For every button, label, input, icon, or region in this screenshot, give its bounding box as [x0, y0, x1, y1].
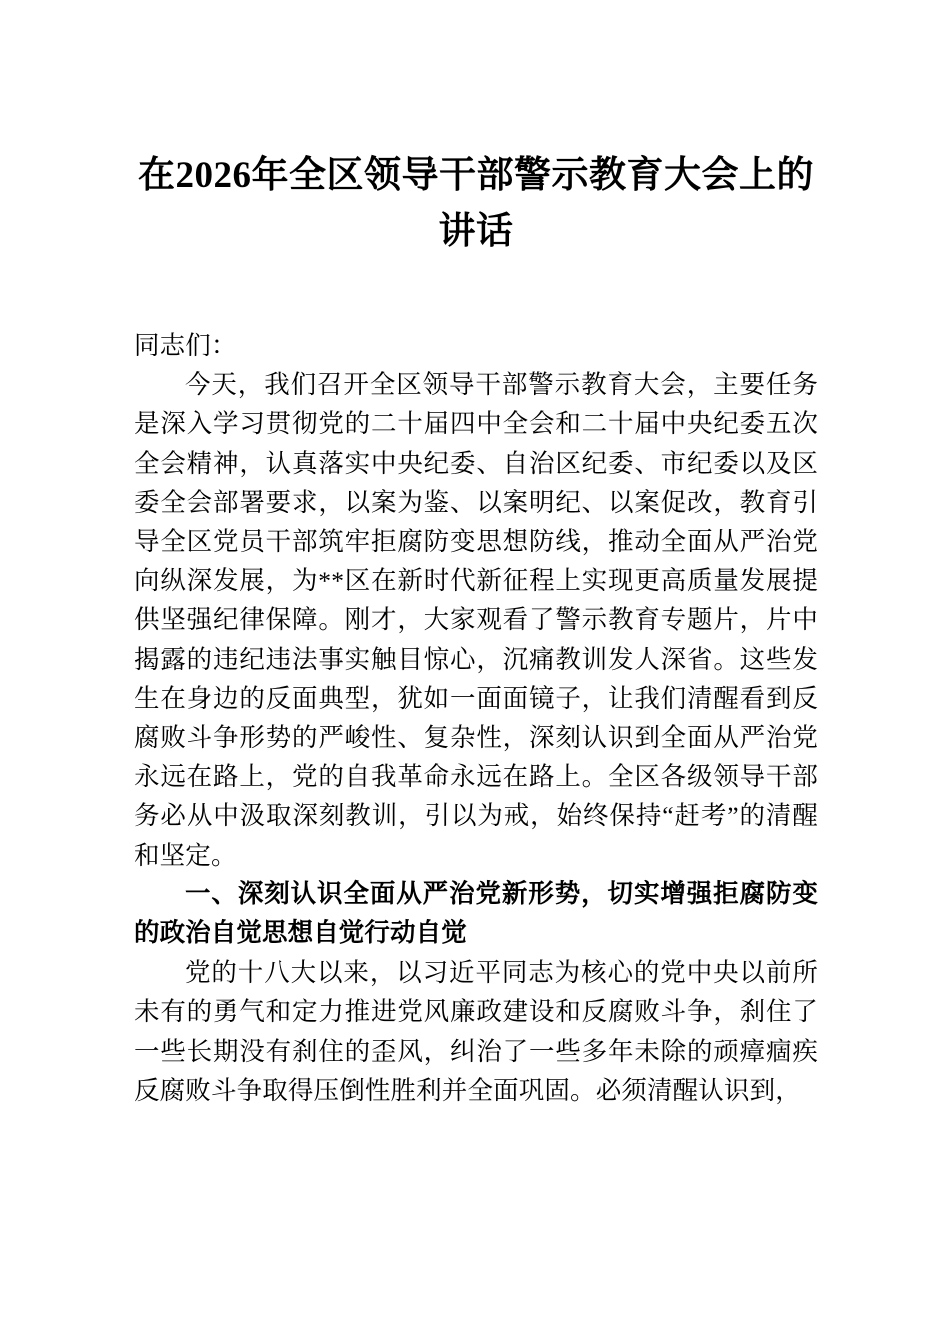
body-paragraph-1: 今天，我们召开全区领导干部警示教育大会，主要任务是深入学习贯彻党的二十届四中全会和二十届中央纪委五次全会精神，认真落实中央纪委、自治区纪委、市纪委以及区委全会部署要求，以案为鉴、以案明纪、以案促改，教育引导全区党员干部筑牢拒腐防变思想防线，推动全面从严治党向纵深发展，为**区在新时代新征程上实现更高质量发展提供坚强纪律保障。刚才，大家观看了警示教育专题片，片中揭露的违纪违法事实触目惊心，沉痛教训发人深省。这些发生在身边的反面典型，犹如一面面镜子，让我们清醒看到反腐败斗争形势的严峻性、复杂性，深刻认识到全面从严治党永远在路上，党的自我革命永远在路上。全区各级领导干部务必从中汲取深刻教训，引以为戒，始终保持“赶考”的清醒和坚定。 [134, 370, 818, 870]
document-body [134, 326, 818, 1110]
section-heading-1: 一、深刻认识全面从严治党新形势，切实增强拒腐防变的政治自觉思想自觉行动自觉 [134, 879, 818, 948]
document-title-line-2: 讲话 [438, 211, 514, 252]
salutation-line: 同志们： [134, 331, 237, 360]
body-paragraph-2: 党的十八大以来，以习近平同志为核心的党中央以前所未有的勇气和定力推进党风廉政建设和反腐败斗争，刹住了一些长期没有刹住的歪风，纠治了一些多年未除的顽瘴痼疾反腐败斗争取得压倒性胜利并全面巩固。必须清醒认识到， [134, 958, 818, 1105]
document-title-line-1: 在2026年全区领导干部警示教育大会上的 [138, 155, 814, 196]
document-title [134, 148, 818, 260]
